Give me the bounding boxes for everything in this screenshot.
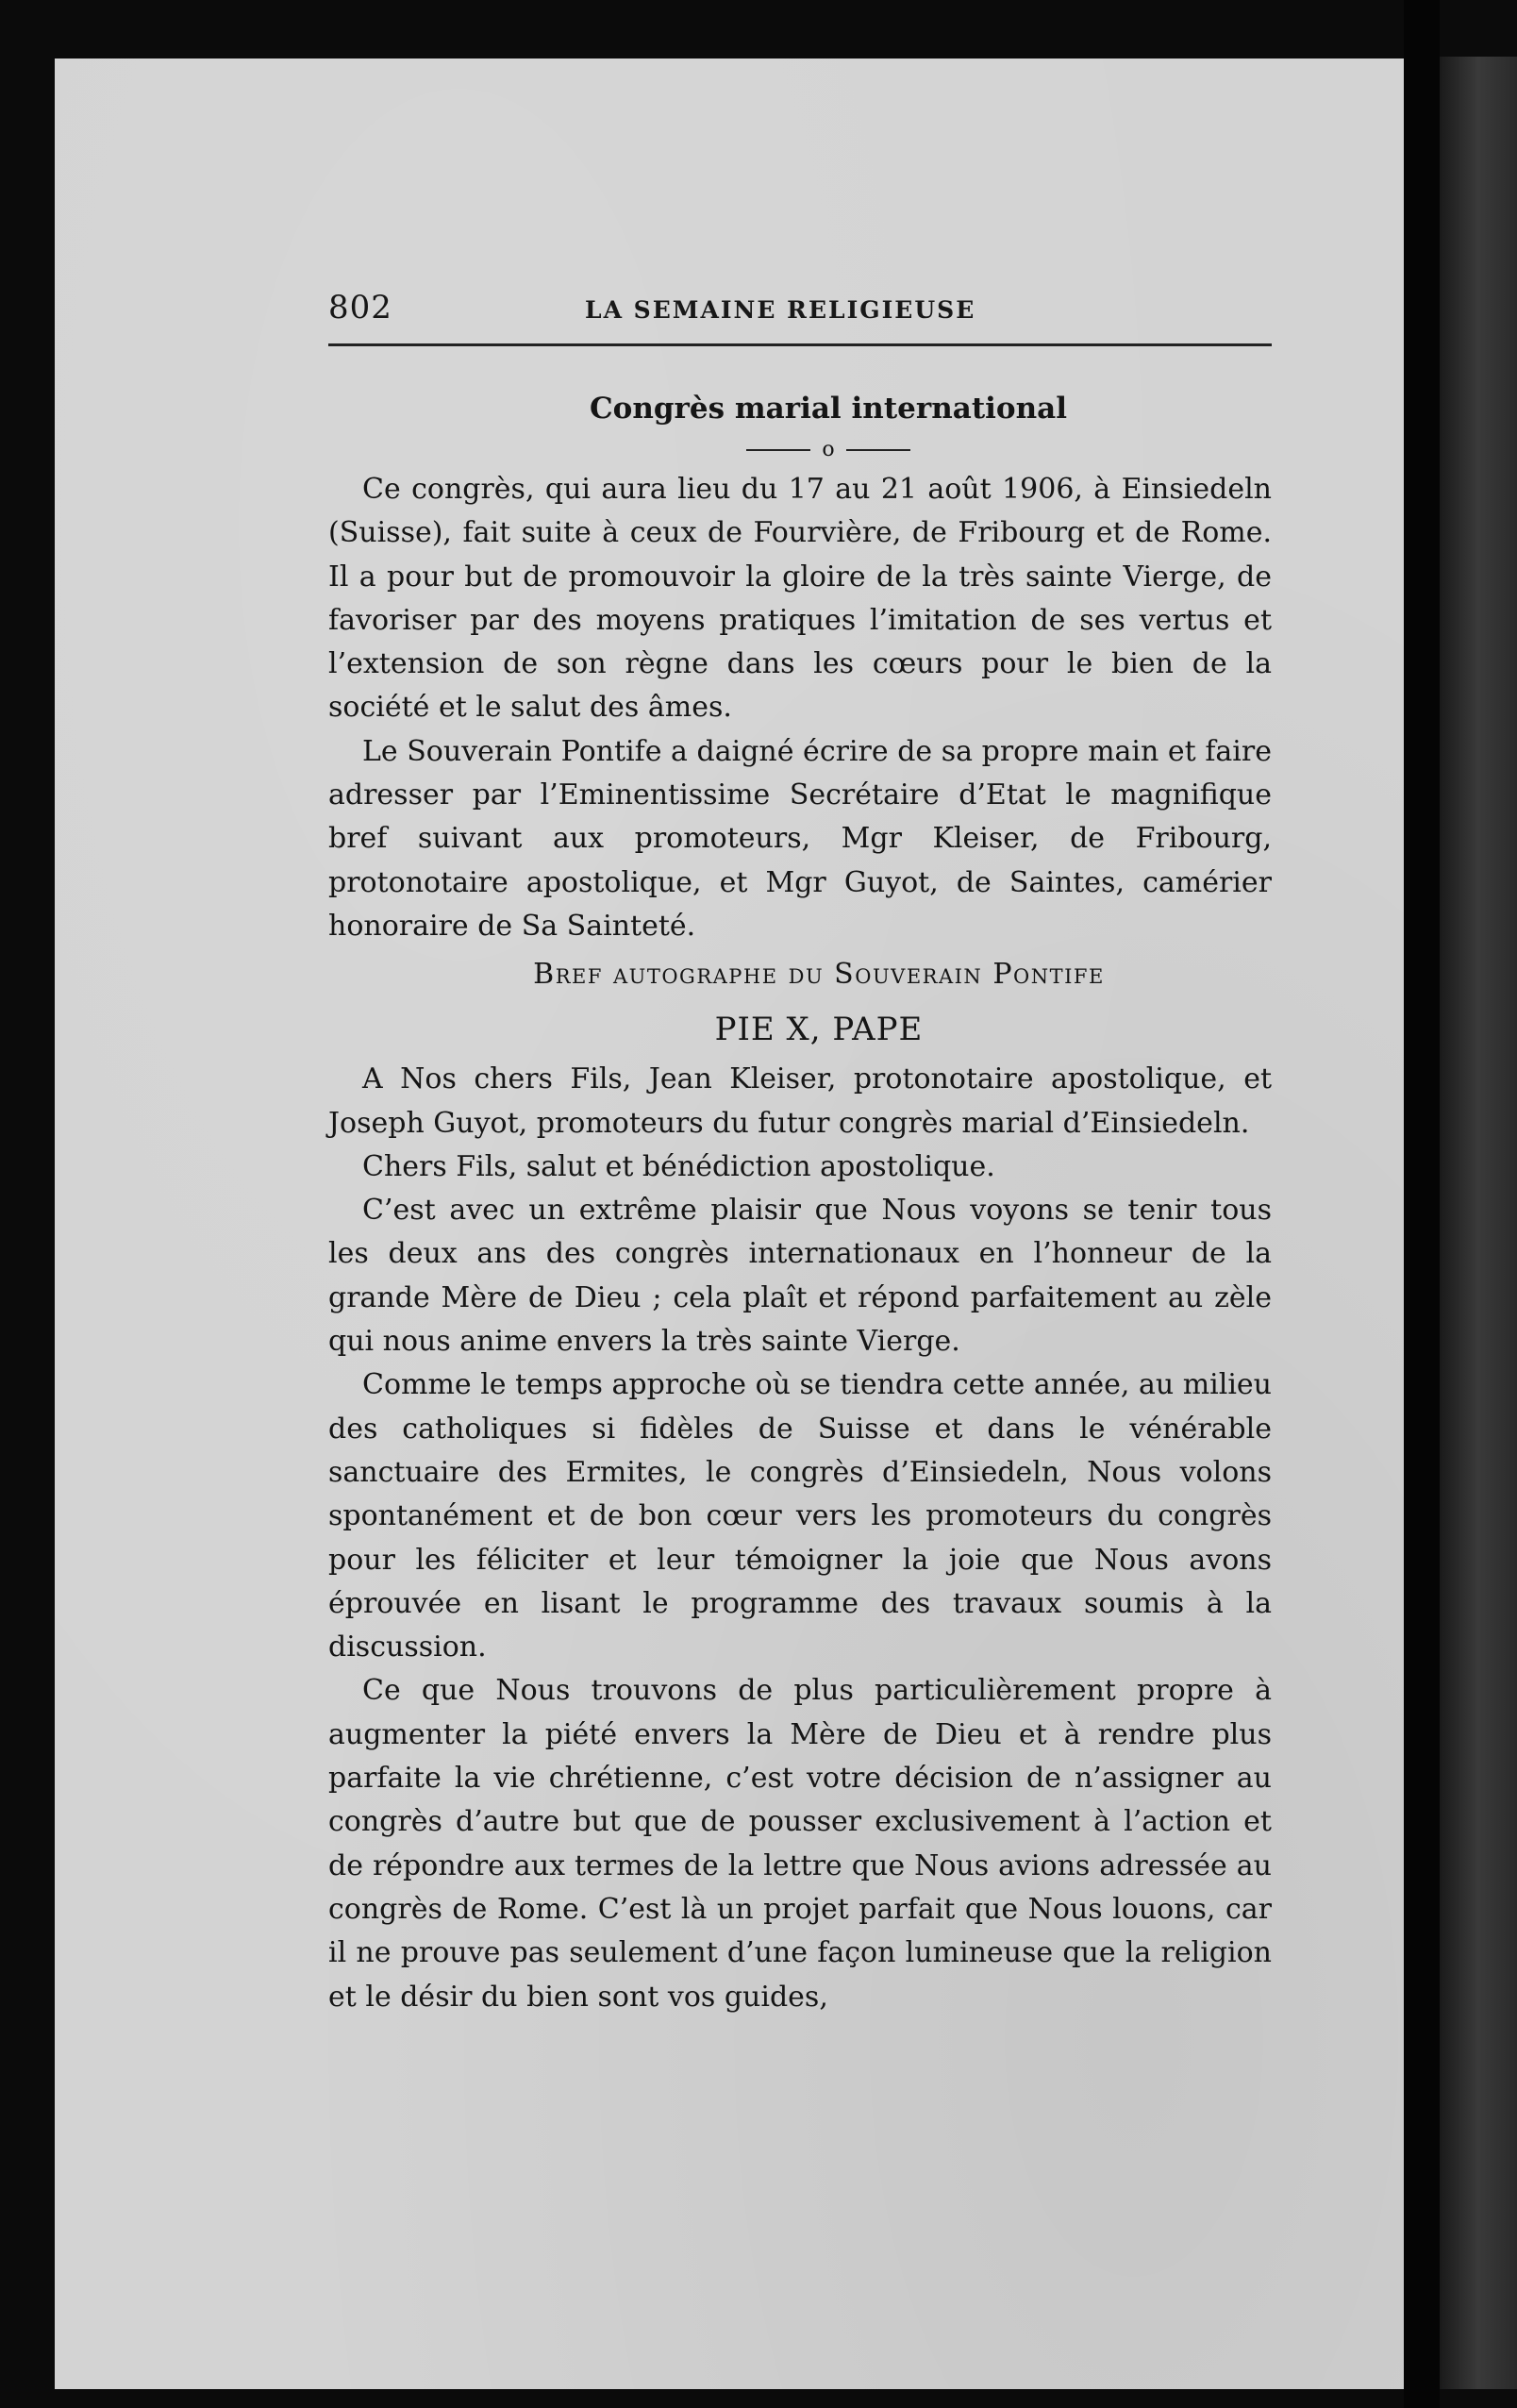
running-title: LA SEMAINE RELIGIEUSE: [585, 296, 976, 324]
ornament-rule-left: [746, 449, 810, 451]
title-ornament: [385, 432, 1272, 468]
bref-salutation: Chers Fils, salut et bénédiction apostolique.: [362, 1149, 995, 1183]
bref-paragraph-1: C’est avec un extrême plaisir que Nous voyons se tenir tous les deux ans des congrès internationaux en l’honneur de la grande Mère de Dieu ; cela plaît et répond parfaitement au zèle qui nous anime envers la très sainte Vierge.: [328, 1194, 1272, 1359]
intro-paragraph-2: Le Souverain Pontife a daigné écrire de sa propre main et faire adresser par l’Eminentissime Secrétaire d’Etat le magnifique bref suivant aux promoteurs, Mgr Kleiser, de Fribourg, protonotaire apostolique, et Mgr Guyot, de Saintes, camérier honoraire de Sa Sainteté.: [328, 734, 1272, 943]
bref-heading: Bref autographe du Souverain Pontife: [533, 958, 1105, 992]
article-title: Congrès marial international: [589, 392, 1067, 426]
bref-address: A Nos chers Fils, Jean Kleiser, protonotaire apostolique, et Joseph Guyot, promoteurs du futur congrès marial d’Einsiedeln.: [328, 1062, 1272, 1140]
pope-heading: PIE X, PAPE: [714, 1011, 924, 1049]
bref-paragraph-2: Comme le temps approche où se tiendra cette année, au milieu des catholiques si fidèles de Suisse et dans le vénérable sanctuaire des Ermites, le congrès d’Einsiedeln, Nous volons spontanément et de bon cœur vers les promoteurs du congrès pour les féliciter et leur témoigner la joie que Nous avons éprouvée en lisant le programme des travaux soumis à la discussion.: [328, 1368, 1272, 1664]
header-rule: [328, 343, 1272, 346]
running-head: [328, 289, 1272, 330]
ornament-rule-right: [846, 449, 910, 451]
page-gutter: [1404, 0, 1440, 2408]
bref-paragraph-3: Ce que Nous trouvons de plus particulièrement propre à augmenter la piété envers la Mère de Dieu et à rendre plus parfaite la vie chrétienne, c’est votre décision de n’assigner au congrès d’autre but que de pousser exclusivement à l’action et de répondre aux termes de la lettre que Nous avions adressée au congrès de Rome. C’est là un projet parfait que Nous louons, car il ne prouve pas seulement d’une façon lumineuse que la religion et le désir du bien sont vos guides,: [328, 1674, 1272, 2014]
article-body: [328, 385, 1272, 2019]
intro-paragraph-1: Ce congrès, qui aura lieu du 17 au 21 août 1906, à Einsiedeln (Suisse), fait suite à ceux de Fourvière, de Fribourg et de Rome. Il a pour but de promouvoir la gloire de la très sainte Vierge, de favoriser par des moyens pratiques l’imitation de ses vertus et l’extension de son règne dans les cœurs pour le bien de la société et le salut des âmes.: [328, 473, 1272, 725]
facing-page-edge: [1440, 57, 1517, 2389]
ornament-circle: o: [822, 438, 835, 461]
page-number: 802: [328, 289, 392, 326]
